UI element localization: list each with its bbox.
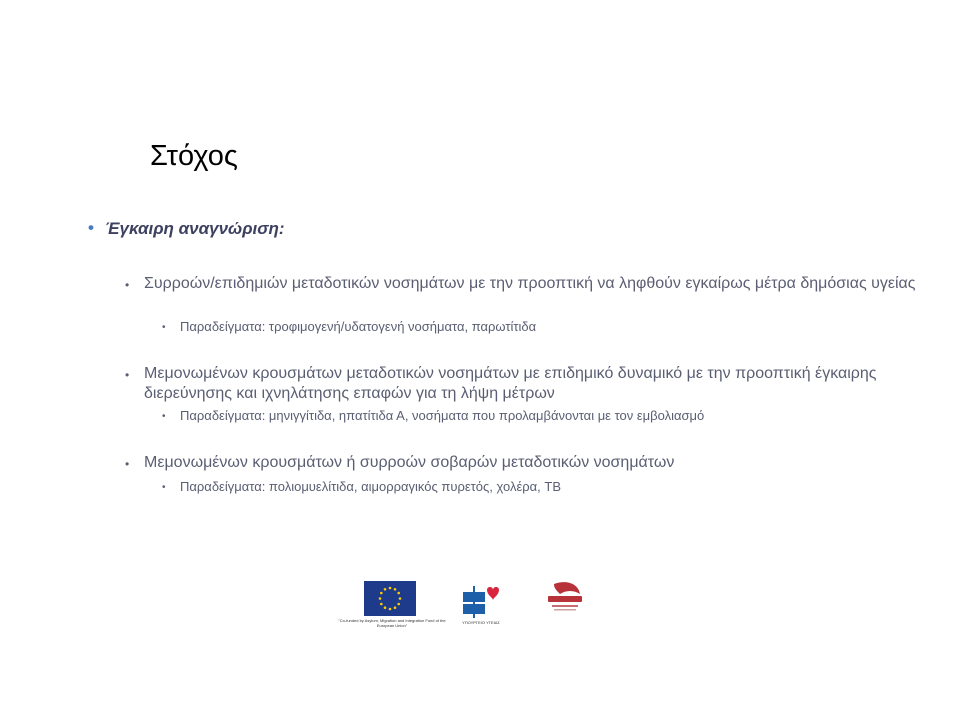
eu-caption: "Co-funded by Asylum, Migration and Integration Fund of the European Union" (338, 618, 446, 628)
campaign-logo (534, 578, 594, 628)
list-item (125, 453, 920, 473)
main-bullet-text: Έγκαιρη αναγνώριση: (105, 219, 285, 238)
list-item-text: Μεμονωμένων κρουσμάτων μεταδοτικών νοσημάτων με επιδημικό δυναμικό με την προοπτική έγκαιρης διερεύνησης και ιχνηλάτησης επαφών για τη λήψη μέτρων (144, 365, 877, 402)
list-item-text: Μεμονωμένων κρουσμάτων ή συρροών σοβαρών μεταδοτικών νοσημάτων (144, 454, 675, 471)
sub-list-item (162, 479, 922, 495)
eu-stars-icon (364, 581, 416, 616)
main-bullet (88, 219, 285, 239)
sub-list-item-text: Παραδείγματα: τροφιμογενή/υδατογενή νοσήματα, παρωτίτιδα (180, 319, 537, 334)
sub-list-item (162, 408, 922, 424)
bullet-dot: • (162, 482, 166, 493)
sub-list-item-text: Παραδείγματα: πολιομυελίτιδα, αιμορραγικός πυρετός, χολέρα, TB (180, 479, 561, 494)
dove-icon (534, 578, 594, 614)
bullet-dot: • (162, 411, 166, 422)
eu-flag-logo (364, 581, 416, 616)
bullet-dot: • (162, 322, 166, 333)
ministry-caption: ΥΠΟΥΡΓΕΙΟ ΥΓΕΙΑΣ (462, 620, 500, 625)
list-item-text: Συρροών/επιδημιών μεταδοτικών νοσημάτων με την προοπτική να ληφθούν εγκαίρως μέτρα δημόσιας υγείας (144, 275, 916, 292)
health-cross-icon (461, 582, 501, 622)
sub-list-item-text: Παραδείγματα: μηνιγγίτιδα, ηπατίτιδα Α, νοσήματα που προλαμβάνονται με τον εμβολιασμό (180, 408, 705, 423)
footer-logos (330, 578, 630, 634)
bullet-dot: • (125, 278, 130, 292)
slide-title: Στόχος (150, 140, 238, 172)
sub-list-item (162, 319, 922, 335)
bullet-dot: • (125, 457, 130, 471)
bullet-dot: • (88, 218, 94, 237)
bullet-dot: • (125, 368, 130, 382)
list-item (125, 274, 920, 294)
list-item (125, 364, 920, 404)
